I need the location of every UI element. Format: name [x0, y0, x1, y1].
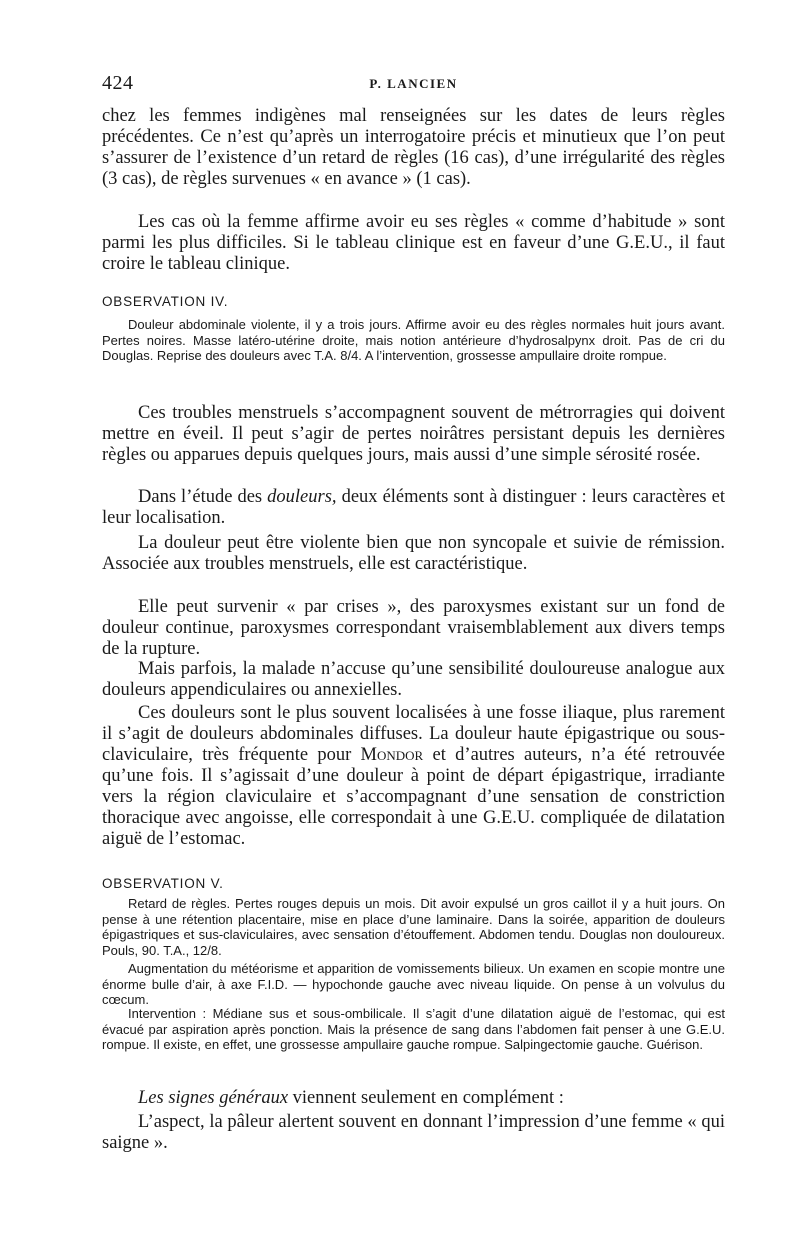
observation-v-text-3: Intervention : Médiane sus et sous-ombilicale. Il s’agit d’une dilatation aiguë de l’estomac, qui est évacué par aspiration après ponction. Mais la présence de sang dans l’abdomen fait penser à une G.E.U. rompue. Il existe, en effet, une grossesse ampullaire gauche rompue. Salpingectomie gauche. Guérison. — [102, 1006, 725, 1053]
author-name-mondor: Mondor — [360, 745, 424, 765]
paragraph-pain-localisation-start: Ces douleurs sont le plus souvent localisées à une fosse iliaque, plus rarement il s’agit de douleurs abdominales diffuses. La douleur haute épigastrique ou sous-claviculaire, très fréquente pour — [102, 703, 725, 765]
paragraph-pain-localisation-end: et d’autres auteurs, n’a été retrouvée qu’une fois. Il s’agissait d’une douleur à point de départ épigastrique, irradiante vers la région claviculaire et s’accompagnant d’une sensation de constriction thoracique avec angoisse, elle correspondait à une G.E.U. compliquée de dilatation aiguë de l’estomac. — [102, 745, 725, 849]
paragraph-pallor: L’aspect, la pâleur alertent souvent en donnant l’impression d’une femme « qui saigne ». — [102, 1112, 725, 1153]
paragraph-metrorrhagia: Ces troubles menstruels s’accompagnent souvent de métrorragies qui doivent mettre en éveil. Il peut s’agir de pertes noirâtres persistant depuis les dernières règles ou apparues depuis quelques jours, mais aussi d’une simple sérosité rosée. — [102, 403, 725, 465]
term-signes-generaux: Les signes généraux — [138, 1088, 289, 1108]
paragraph-pain-study-start: Dans l’étude des — [138, 487, 268, 507]
paragraph-general-signs — [102, 1088, 725, 1109]
paragraph-pain-crises: Elle peut survenir « par crises », des paroxysmes existant sur un fond de douleur continue, paroxysmes correspondant vraisemblablement aux divers temps de la rupture. — [102, 597, 725, 659]
observation-iv-text: Douleur abdominale violente, il y a trois jours. Affirme avoir eu des règles normales huit jours avant. Pertes noires. Masse latéro-utérine droite, mais notion antérieure d’hydrosalpynx droit. Pas de cri du Douglas. Reprise des douleurs avec T.A. 8/4. A l’intervention, grossesse ampullaire droite rompue. — [102, 317, 725, 364]
paragraph-menstrual-history: chez les femmes indigènes mal renseignées sur les dates de leurs règles précédentes. Ce n’est qu’après un interrogatoire précis et minutieux que l’on peut s’assurer de l’existence d’un retard de règles (16 cas), d’une irrégularité des règles (3 cas), de règles survenues « en avance » (1 cas). — [102, 106, 725, 189]
paragraph-pain-localisation — [102, 703, 725, 850]
paragraph-pain-violence: La douleur peut être violente bien que non syncopale et suivie de rémission. Associée aux troubles menstruels, elle est caractéristique. — [102, 533, 725, 574]
observation-iv-title: OBSERVATION IV. — [102, 294, 229, 309]
page-header — [102, 72, 725, 96]
paragraph-difficult-cases: Les cas où la femme affirme avoir eu ses règles « comme d’habitude » sont parmi les plus difficiles. Si le tableau clinique est en faveur d’une G.E.U., il faut croire le tableau clinique. — [102, 212, 725, 274]
paragraph-general-signs-end: viennent seulement en complément : — [288, 1088, 564, 1108]
paragraph-pain-study — [102, 487, 725, 529]
page-number: 424 — [102, 72, 134, 94]
paragraph-pain-sensitivity: Mais parfois, la malade n’accuse qu’une sensibilité douloureuse analogue aux douleurs appendiculaires ou annexielles. — [102, 659, 725, 700]
paragraph-pain-study-end: deux éléments sont à distinguer : leurs caractères et leur localisation. — [102, 487, 725, 528]
running-head-author: P. LANCIEN — [369, 76, 458, 91]
term-douleurs: douleurs, — [267, 487, 337, 507]
observation-v-title: OBSERVATION V. — [102, 876, 224, 891]
observation-v-text-1: Retard de règles. Pertes rouges depuis un mois. Dit avoir expulsé un gros caillot il y a huit jours. On pense à une rétention placentaire, mise en place d’une laminaire. Dans la soirée, apparition de douleurs épigastriques et sus-claviculaires, avec sensation d’étouffement. Abdomen tendu. Douglas non douloureux. Pouls, 90. T.A., 12/8. — [102, 896, 725, 958]
observation-v-text-2: Augmentation du météorisme et apparition de vomissements bilieux. Un examen en scopie montre une énorme bulle d’air, à axe F.I.D. — hypochonde gauche avec niveau liquide. On pense à un volvulus du cœcum. — [102, 961, 725, 1008]
